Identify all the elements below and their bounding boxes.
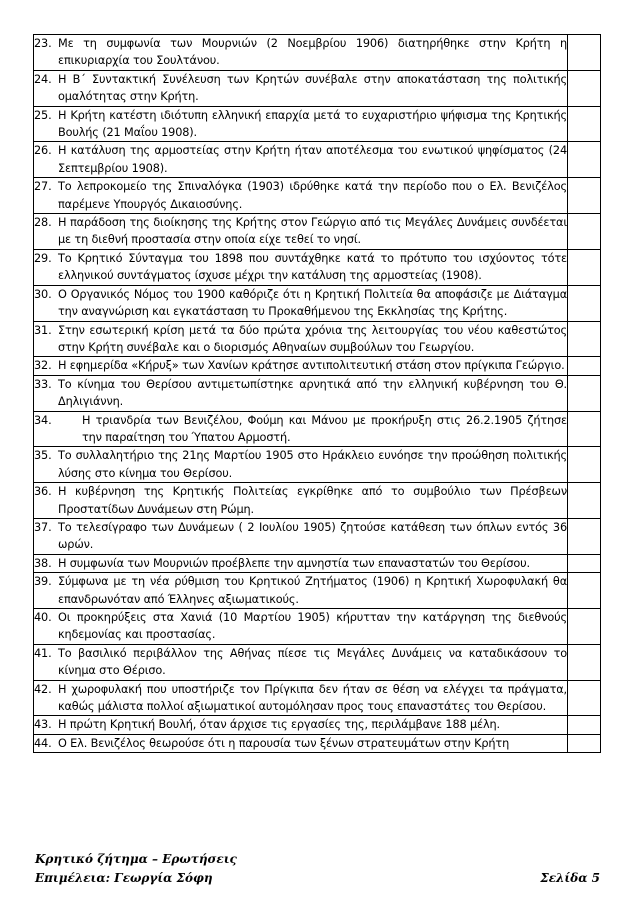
- question-number: 37.: [34, 520, 52, 534]
- footer-editor: Επιμέλεια: Γεωργία Σόφη: [35, 871, 213, 885]
- question-cell: [34, 357, 568, 375]
- question-number: 39.: [34, 575, 52, 589]
- question-row: [34, 609, 601, 645]
- question-row: [34, 35, 601, 71]
- question-row: [34, 734, 601, 752]
- question-row: [34, 214, 601, 250]
- question-number: 27.: [34, 180, 52, 194]
- question-line: [34, 35, 567, 70]
- question-number: 25.: [34, 108, 52, 122]
- answer-cell[interactable]: [568, 70, 601, 106]
- question-number: 43.: [34, 718, 52, 732]
- question-number: 33.: [34, 377, 52, 391]
- footer-title: Κρητικό ζήτημα – Ερωτήσεις: [35, 852, 237, 866]
- question-line: [34, 107, 567, 142]
- question-line: [34, 555, 567, 572]
- answer-cell[interactable]: [568, 716, 601, 734]
- question-row: [34, 644, 601, 680]
- question-cell: [34, 178, 568, 214]
- question-cell: [34, 142, 568, 178]
- question-line: [34, 71, 567, 106]
- question-cell: [34, 321, 568, 357]
- answer-cell[interactable]: [568, 644, 601, 680]
- question-text: Με τη συμφωνία των Μουρνιών (2 Νοεμβρίου 1906) διατηρήθηκε στην Κρήτη η επικυριαρχία του Σουλτάνου.: [58, 37, 567, 68]
- question-number: 38.: [34, 556, 52, 570]
- question-text: Η Κρήτη κατέστη ιδιότυπη ελληνική επαρχία μετά το ευχαριστήριο ψήφισμα της Κρητικής Βουλής (21 Μαΐου 1908).: [58, 108, 567, 140]
- question-number: 30.: [34, 287, 52, 301]
- question-text: Το Κρητικό Σύνταγμα του 1898 που συντάχθηκε κατά το πρότυπο του ισχύοντος τότε ελληνικού συντάγματος ίσχυσε μέχρι την κατάλυση της αρμοστείας (1908).: [58, 251, 567, 283]
- question-cell: [34, 554, 568, 572]
- question-cell: [34, 375, 568, 411]
- question-cell: [34, 483, 568, 519]
- question-text: Η εφημερίδα «Κήρυξ» των Χανίων κράτησε αντιπολιτευτική στάση στον πρίγκιπα Γεώργιο.: [58, 359, 565, 373]
- question-number: 31.: [34, 323, 52, 337]
- question-cell: [34, 249, 568, 285]
- question-line: [34, 645, 567, 680]
- answer-cell[interactable]: [568, 554, 601, 572]
- question-text: Το κίνημα του Θερίσου αντιμετωπίστηκε αρνητικά από την ελληνική κυβέρνηση του Θ. Δηλιγιάννη.: [58, 377, 567, 409]
- answer-cell[interactable]: [568, 411, 601, 447]
- question-row: [34, 680, 601, 716]
- answer-cell[interactable]: [568, 106, 601, 142]
- question-cell: [34, 644, 568, 680]
- question-cell: [34, 214, 568, 250]
- answer-cell[interactable]: [568, 573, 601, 609]
- question-line: [34, 716, 567, 733]
- question-row: [34, 106, 601, 142]
- question-text: Η κυβέρνηση της Κρητικής Πολιτείας εγκρίθηκε από το συμβούλιο των Πρέσβεων Προστατίδων Δυνάμεων στη Ρώμη.: [58, 485, 567, 516]
- question-cell: [34, 716, 568, 734]
- question-row: [34, 178, 601, 214]
- question-text: Το τελεσίγραφο των Δυνάμεων ( 2 Ιουλίου 1905) ζητούσε κατάθεση των όπλων εντός 36 ωρών.: [58, 520, 567, 552]
- answer-cell[interactable]: [568, 734, 601, 752]
- question-number: 41.: [34, 646, 52, 660]
- question-cell: [34, 106, 568, 142]
- answer-cell[interactable]: [568, 680, 601, 716]
- question-line: [34, 573, 567, 608]
- question-row: [34, 518, 601, 554]
- question-line: [34, 286, 567, 321]
- question-line: [34, 483, 567, 518]
- question-cell: [34, 285, 568, 321]
- question-number: 23.: [34, 37, 52, 50]
- question-line: [34, 412, 567, 447]
- question-number: 29.: [34, 251, 52, 265]
- question-text: Το βασιλικό περιβάλλον της Αθήνας πίεσε τις Μεγάλες Δυνάμεις να καταδικάσουν το κίνημα στο Θέρισο.: [58, 646, 567, 678]
- question-number: 26.: [34, 144, 52, 158]
- question-row: [34, 70, 601, 106]
- question-number: 44.: [34, 736, 52, 750]
- question-number: 32.: [34, 359, 52, 373]
- answer-cell[interactable]: [568, 249, 601, 285]
- question-text: Η χωροφυλακή που υποστήριζε τον Πρίγκιπα δεν ήταν σε θέση να ελέγχει τα πράγματα, καθώς μάλιστα πολλοί αξιωματικοί αυτομόλησαν προς τους επαναστάτες του Θερίσου.: [58, 682, 567, 714]
- question-line: [34, 214, 567, 249]
- question-line: [34, 376, 567, 411]
- question-cell: [34, 35, 568, 71]
- question-text: Ο Οργανικός Νόμος του 1900 καθόριζε ότι η Κρητική Πολιτεία θα αποφάσιζε με Διάταγμα την αναγνώριση και εγκατάσταση τυ Προκαθήμενου της Εκκλησίας της Κρήτης.: [58, 287, 567, 319]
- footer-page-number: Σελίδα 5: [540, 871, 600, 885]
- question-row: [34, 357, 601, 375]
- question-number: 36.: [34, 485, 52, 499]
- question-row: [34, 716, 601, 734]
- answer-cell[interactable]: [568, 35, 601, 71]
- answer-cell[interactable]: [568, 609, 601, 645]
- questions-table-body: [34, 35, 601, 753]
- question-line: [34, 178, 567, 213]
- question-text: Η παράδοση της διοίκησης της Κρήτης στον Γεώργιο από τις Μεγάλες Δυνάμεις συνδέεται με τη διεθνή προστασία στην οποία είχε τεθεί το νησί.: [58, 216, 567, 247]
- questions-table: [33, 34, 601, 753]
- question-cell: [34, 734, 568, 752]
- answer-cell[interactable]: [568, 375, 601, 411]
- question-row: [34, 573, 601, 609]
- question-text: Ο Ελ. Βενιζέλος θεωρούσε ότι η παρουσία των ξένων στρατευμάτων στην Κρήτη: [58, 736, 510, 750]
- question-number: 28.: [34, 216, 52, 230]
- question-line: [34, 250, 567, 285]
- question-line: [34, 681, 567, 716]
- question-row: [34, 375, 601, 411]
- question-row: [34, 321, 601, 357]
- question-line: [34, 142, 567, 177]
- question-row: [34, 483, 601, 519]
- question-text: Σύμφωνα με τη νέα ρύθμιση του Κρητικού Ζητήματος (1906) η Κρητική Χωροφυλακή θα επανδρωνόταν από Έλληνες αξιωματικούς.: [58, 575, 567, 606]
- question-cell: [34, 609, 568, 645]
- question-cell: [34, 573, 568, 609]
- answer-cell[interactable]: [568, 447, 601, 483]
- question-number: 40.: [34, 611, 52, 624]
- answer-cell[interactable]: [568, 214, 601, 250]
- answer-cell[interactable]: [568, 483, 601, 519]
- question-line: [34, 322, 567, 357]
- question-cell: [34, 70, 568, 106]
- question-number: 35.: [34, 449, 52, 463]
- answer-cell[interactable]: [568, 321, 601, 357]
- answer-cell[interactable]: [568, 518, 601, 554]
- question-text: Η πρώτη Κρητική Βουλή, όταν άρχισε τις εργασίες της, περιλάμβανε 188 μέλη.: [58, 718, 500, 732]
- question-row: [34, 411, 601, 447]
- question-cell: [34, 411, 568, 447]
- question-line: [34, 735, 567, 752]
- questions-table-container: [33, 34, 598, 753]
- question-text: Το λεπροκομείο της Σπιναλόγκα (1903) ιδρύθηκε κατά την περίοδο που ο Ελ. Βενιζέλος παρέμενε Υπουργός Δικαιοσύνης.: [58, 180, 567, 211]
- question-text: Το συλλαλητήριο της 21ης Μαρτίου 1905 στο Ηράκλειο ευνόησε την προώθηση πολιτικής λύσης στο κίνημα του Θερίσου.: [58, 449, 567, 480]
- question-row: [34, 285, 601, 321]
- question-row: [34, 554, 601, 572]
- question-text: Η τριανδρία των Βενιζέλου, Φούμη και Μάνου με προκήρυξη στις 26.2.1905 ζήτησε την παραίτηση του Ύπατου Αρμοστή.: [82, 413, 567, 444]
- question-cell: [34, 680, 568, 716]
- answer-cell[interactable]: [568, 285, 601, 321]
- question-number: 24.: [34, 72, 52, 86]
- question-row: [34, 142, 601, 178]
- question-line: [34, 357, 567, 374]
- answer-cell[interactable]: [568, 357, 601, 375]
- question-number: 34.: [34, 413, 52, 427]
- question-row: [34, 447, 601, 483]
- question-text: Η κατάλυση της αρμοστείας στην Κρήτη ήταν αποτέλεσμα του ενωτικού ψηφίσματος (24 Σεπτεμβρίου 1908).: [58, 144, 567, 175]
- answer-cell[interactable]: [568, 142, 601, 178]
- question-line: [34, 609, 567, 644]
- question-number: 42.: [34, 682, 52, 696]
- answer-cell[interactable]: [568, 178, 601, 214]
- question-text: Στην εσωτερική κρίση μετά τα δύο πρώτα χρόνια της λειτουργίας του νέου καθεστώτος στην Κρήτη συνέβαλε και ο διορισμός Αθηναίων συμβούλων του Γεωργίου.: [58, 323, 567, 354]
- question-cell: [34, 447, 568, 483]
- question-row: [34, 249, 601, 285]
- question-line: [34, 519, 567, 554]
- question-text: Η Β΄ Συντακτική Συνέλευση των Κρητών συνέβαλε στην αποκατάσταση της πολιτικής ομαλότητας στην Κρήτη.: [58, 72, 567, 104]
- question-line: [34, 447, 567, 482]
- question-text: Οι προκηρύξεις στα Χανιά (10 Μαρτίου 1905) κήρυτταν την κατάργηση της διεθνούς κηδεμονίας και προστασίας.: [58, 611, 567, 642]
- question-text: Η συμφωνία των Μουρνιών προέβλεπε την αμνηστία των επαναστατών του Θερίσου.: [58, 556, 530, 570]
- question-cell: [34, 518, 568, 554]
